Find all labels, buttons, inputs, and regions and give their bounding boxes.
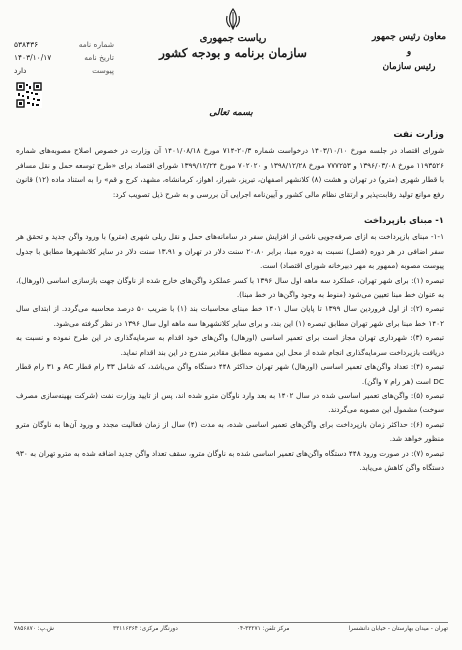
meta-label: تاریخ نامه bbox=[84, 53, 114, 62]
footer-fax: دورنگار مرکزی: ۳۳۱۱۶۳۶۴ bbox=[112, 626, 178, 632]
note-7: تبصره (۷): در صورت ورود ۴۴۸ دستگاه واگن‌های تعمیر اساسی شده به ناوگان مترو، سقف تعداد واگن جدید اضافه شده به مترو تهران به ۹۳۰ دستگاه واگن کاهش می‌یابد. bbox=[16, 448, 444, 472]
addressee: وزارت نفت bbox=[393, 130, 444, 140]
note-3: تبصره (۳): شهرداری تهران مجاز است برای تعمیر اساسی (اورهال) واگن‌های خود اقدام به سرمایه‌گذاری در این طرح نموده و نسبت به دریافت بازپرداخت سرمایه‌گذاری انجام شده از محل این مصوبه مطابق مقادیر مندرج در این بند اقدام نماید. bbox=[16, 333, 444, 357]
clause-1-1: ۱-۱- مبنای بازپرداخت به ازای صرفه‌جویی ناشی از افزایش سفر در سامانه‌های حمل و نقل ریلی شهری (مترو) با ورود واگن جدید و تحقق هر سفر اضافی در هر دوره (فصل) نسبت به دوره مبنا، برابر ۲۰،۸۰ سنت دلار در تهران و ۱۳،۹۱ سنت دلار در سایر کلانشهرها مطابق با جدول پیوست مصوبه (ممهور به مهر دبیرخانه شورای اقتصاد) است. bbox=[16, 232, 445, 271]
letter-meta bbox=[14, 38, 114, 77]
signatory-line-2: و bbox=[406, 47, 412, 57]
meta-row-attachment bbox=[14, 64, 114, 77]
footer-divider bbox=[14, 622, 448, 623]
note-6: تبصره (۶): حداکثر زمان بازپرداخت برای واگن‌های تعمیر اساسی شده، به مدت (۴) سال از زمان فعالیت مجدد و ورود آن‌ها به ناوگان مترو منظور خواهد شد. bbox=[16, 419, 444, 444]
organization-title: سازمان برنامه و بودجه کشور bbox=[159, 46, 307, 60]
section-title: ۱- مبنای بازپرداخت bbox=[364, 216, 444, 227]
letterhead bbox=[158, 8, 308, 60]
emblem-icon bbox=[224, 8, 242, 30]
meta-value: ۵۳۸۴۳۶ bbox=[14, 40, 39, 49]
note-5: تبصره (۵): واگن‌های تعمیر اساسی شده در سال ۱۴۰۲ به بعد وارد ناوگان مترو شده اند، پس از تایید وزارت نفت (شرکت بهینه‌سازی مصرف سوخت) مشمول این مصوبه می‌گردند. bbox=[16, 390, 444, 415]
meta-value: ۱۴۰۳/۱۰/۱۷ bbox=[14, 53, 52, 62]
note-2: تبصره (۲): از اول فروردین سال ۱۳۹۹ تا پایان سال ۱۴۰۱ خط مبنای محاسبات بند (۱) با ضریب ۵۰ درصد محاسبه می‌گردد. از ابتدای سال ۱۴۰۲ خط مبنا برای شهر تهران مطابق تبصره (۱) این بند، و برای سایر کلانشهرها سه ماهه اول سال ۱۳۹۶ در نظر گرفته می‌شود. bbox=[16, 304, 444, 328]
meta-row-number bbox=[14, 38, 114, 51]
footer bbox=[14, 626, 448, 632]
bismillah-heading: بسمه تعالی bbox=[209, 108, 253, 118]
qr-code-icon bbox=[16, 82, 42, 108]
signatory-line-3: رئیس سازمان bbox=[382, 62, 436, 72]
meta-value: دارد bbox=[14, 66, 27, 75]
note-4: تبصره (۴): تعداد واگن‌های تعمیر اساسی (اورهال) شهر تهران حداکثر ۴۴۸ دستگاه واگن می‌باشد، که شامل ۳۳ رام قطار AC و ۳۱ رام قطار DC است (هر رام ۷ واگن). bbox=[16, 362, 445, 386]
footer-address: تهران - میدان بهارستان - خیابان دانشسرا bbox=[348, 626, 448, 632]
signatory-title bbox=[370, 30, 448, 75]
note-1: تبصره (۱): برای شهر تهران، عملکرد سه ماهه اول سال ۱۳۹۶ با کسر عملکرد واگن‌های خارج شده از ناوگان جهت بازسازی اساسی (اورهال)، به عنوان خط مبنا تعیین می‌شود (منوط به وجود واگن‌ها در خط مبنا). bbox=[16, 275, 444, 300]
meta-label: پیوست bbox=[92, 66, 114, 75]
footer-phone-center: مرکز تلفن: ۳۳۲۷۱-۰۴ bbox=[236, 626, 290, 632]
meta-row-date bbox=[14, 51, 114, 64]
signatory-line-1: معاون رئیس جمهور bbox=[371, 32, 447, 42]
presidency-title: ریاست جمهوری bbox=[199, 33, 267, 44]
letter-body bbox=[16, 128, 444, 475]
meta-label: شماره نامه bbox=[78, 40, 114, 49]
footer-postcode: ش.پ: ۷۸۵۶۸۷۰ bbox=[14, 626, 54, 632]
intro-paragraph: شورای اقتصاد در جلسه مورخ ۱۴۰۳/۱۰/۱۰ درخواست شماره ۲۰/۳-۷۱۴ مورخ ۱۴۰۱/۰۸/۱۸ آن وزارت در خصوص اصلاح مصوبه‌های شماره ۱۱۹۳۵۲۶ مورخ ۱۳۹۶/۰۳/۰۸ و ۷۷۷۲۵۳ مورخ ۱۳۹۸/۱۲/۲۸ و ۷۰۲۰۲۰ مورخ ۱۳۹۹/۱۲/۲۴ شورای اقتصاد برای «طرح توسعه حمل و نقل مسافر با قطار شهری (مترو) در تهران و هشت (۸) کلانشهر اصفهان، تبریز، شیراز، اهواز، کرمانشاه، مشهد، کرج و قم» را به استناد ماده (۱۲) قانون رفع موانع تولید رقابت‌پذیر و ارتقای نظام مالی کشور و آیین‌نامه اجرایی آن بررسی و به شرح ذیل تصویب کرد: bbox=[16, 146, 444, 199]
